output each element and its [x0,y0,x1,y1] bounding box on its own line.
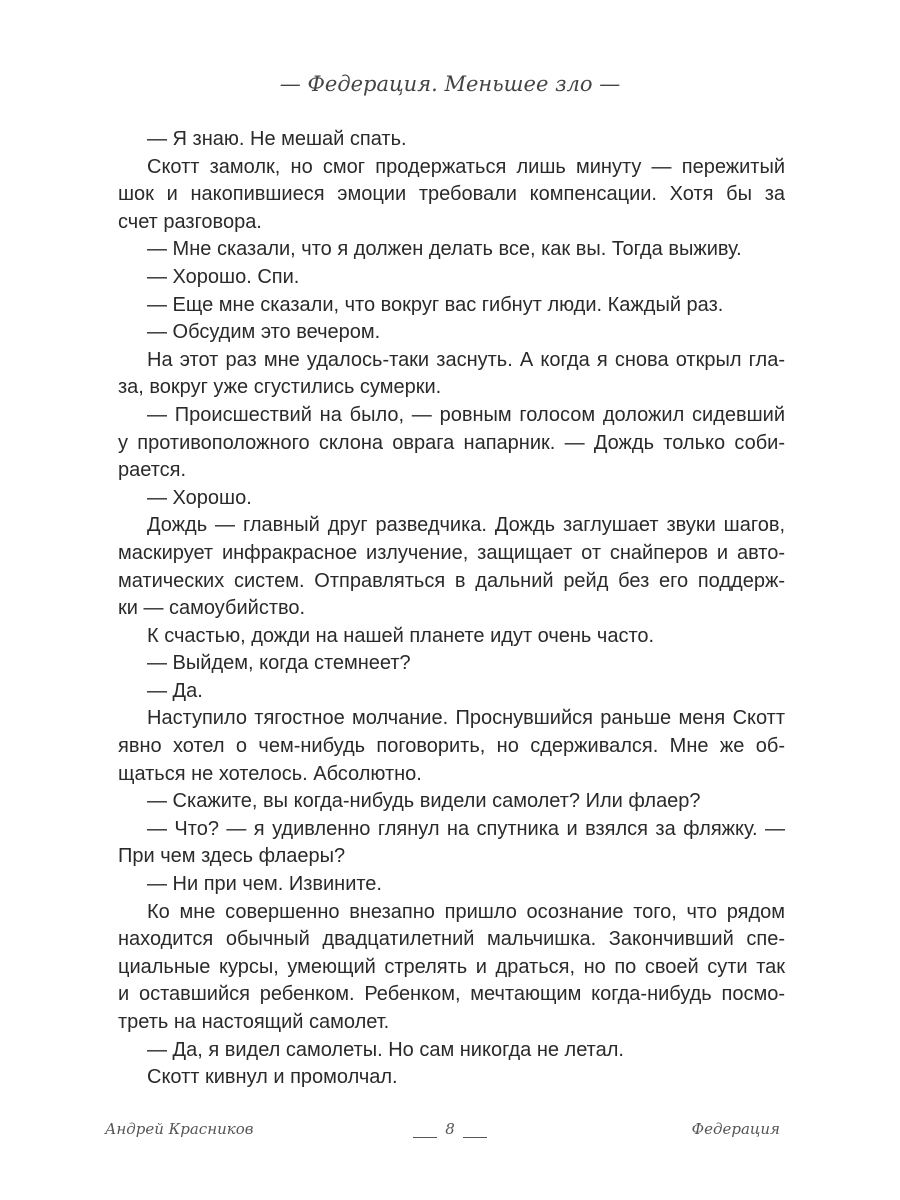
text-line: Скотт замолк, но смог продержаться лишь минуту — пережитый [147,155,785,178]
text-line: — Происшествий на было, — ровным голосом доложил сидевший [147,403,785,426]
text-line: счет разговора. [118,210,262,233]
text-line: — Да. [147,679,203,702]
text-line: При чем здесь флаеры? [118,845,346,868]
text-line: — Скажите, вы когда-нибудь видели самолет? Или флаер? [147,790,701,813]
text-line: — Я знаю. Не мешай спать. [147,128,407,150]
footer-series: Федерация [691,1120,780,1138]
text-line: Ко мне совершенно внезапно пришло осознание того, что рядом [147,900,785,923]
text-line: — Выйдем, когда стемнеет? [147,652,411,675]
text-line: К счастью, дожди на нашей планете идут очень часто. [147,624,655,647]
text-line: треть на настоящий самолет. [118,1011,390,1033]
text-line: Скотт кивнул и промолчал. [147,1066,398,1089]
text-line: — Мне сказали, что я должен делать все, как вы. Тогда выживу. [147,238,742,261]
text-line: находится обычный двадцатилетний мальчишка. Закончивший спе- [118,928,785,951]
text-line: — Хорошо. [147,486,252,509]
page-number-text: 8 [445,1120,455,1138]
text-line: — Что? — я удивленно глянул на спутника и взялся за фляжку. — [147,817,785,840]
text-line: шок и накопившиеся эмоции требовали компенсации. Хотя бы за [118,183,785,206]
text-line: за, вокруг уже сгустились сумерки. [118,376,442,399]
text-line: — Ни при чем. Извините. [147,873,382,896]
text-line: циальные курсы, умеющий стрелять и драться, но по своей сути так [118,955,785,978]
text-line: — Обсудим это вечером. [147,321,381,344]
text-line: ки — самоубийство. [118,597,306,620]
text-line: матических систем. Отправляться в дальний рейд без его поддерж- [118,569,785,592]
text-line: у противоположного склона оврага напарник. — Дождь только соби- [118,431,785,454]
text-line: щаться не хотелось. Абсолютно. [118,762,422,785]
text-line: рается. [118,459,187,482]
text-line: — Еще мне сказали, что вокруг вас гибнут люди. Каждый раз. [147,293,724,316]
text-line: Дождь — главный друг разведчика. Дождь заглушает звуки шагов, [147,514,785,537]
body-text [118,126,785,1092]
divider [413,1137,437,1138]
text-line: — Да, я видел самолеты. Но сам никогда не летал. [147,1038,624,1061]
text-line: явно хотел о чем-нибудь поговорить, но сдерживался. Мне же об- [118,735,785,758]
text-line: Наступило тягостное молчание. Проснувшийся раньше меня Скотт [147,707,785,730]
text-line: На этот раз мне удалось-таки заснуть. А когда я снова открыл гла- [147,348,785,371]
running-header-title: — Федерация. Меньшее зло — [279,72,621,96]
divider [463,1137,487,1138]
footer-author: Андрей Красников [105,1120,254,1138]
text-line: маскирует инфракрасное излучение, защищает от снайперов и авто- [118,541,785,564]
text-line: — Хорошо. Спи. [147,265,300,288]
text-line: и оставшийся ребенком. Ребенком, мечтающим когда-нибудь посмо- [118,983,785,1006]
